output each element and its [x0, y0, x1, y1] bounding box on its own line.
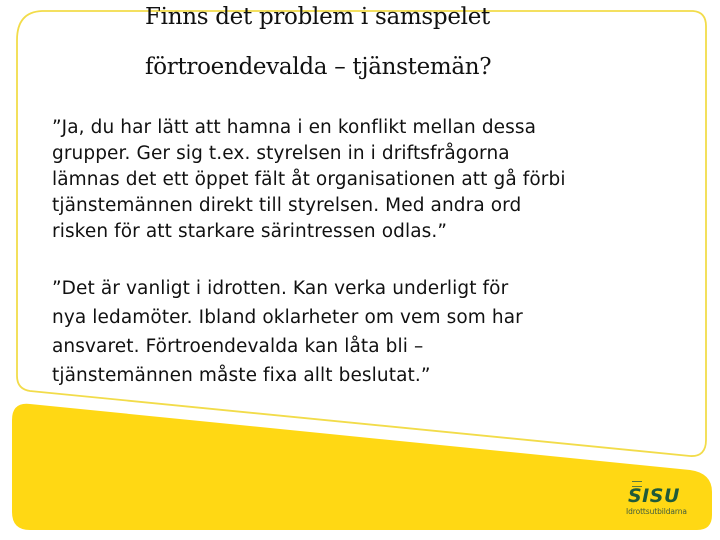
- quote-2-line: ansvaret. Förtroendevalda kan låta bli –: [52, 336, 424, 357]
- quote-1-line: lämnas det ett öppet fält åt organisationen att gå förbi: [52, 169, 566, 190]
- quote-2-line: tjänstemännen måste fixa allt beslutat.”: [52, 365, 431, 386]
- quote-2-line: ”Det är vanligt i idrotten. Kan verka underligt för: [52, 278, 509, 299]
- quote-2-line: nya ledamöter. Ibland oklarheter om vem som har: [52, 307, 523, 328]
- quote-1-line: risken för att starkare särintressen odlas.”: [52, 221, 448, 242]
- quote-1-line: grupper. Ger sig t.ex. styrelsen in i driftsfrågorna: [52, 143, 510, 164]
- quote-1-line: tjänstemännen direkt till styrelsen. Med andra ord: [52, 195, 522, 216]
- quote-1-line: ”Ja, du har lätt att hamna i en konflikt mellan dessa: [52, 117, 537, 138]
- logo-wordmark: SISU: [628, 485, 680, 507]
- sisu-logo: [626, 480, 696, 520]
- title-line-2: förtroendevalda – tjänstemän?: [145, 54, 492, 80]
- logo-tagline: Idrottsutbildarna: [626, 507, 687, 516]
- title-line-1: Finns det problem i samspelet: [145, 4, 490, 30]
